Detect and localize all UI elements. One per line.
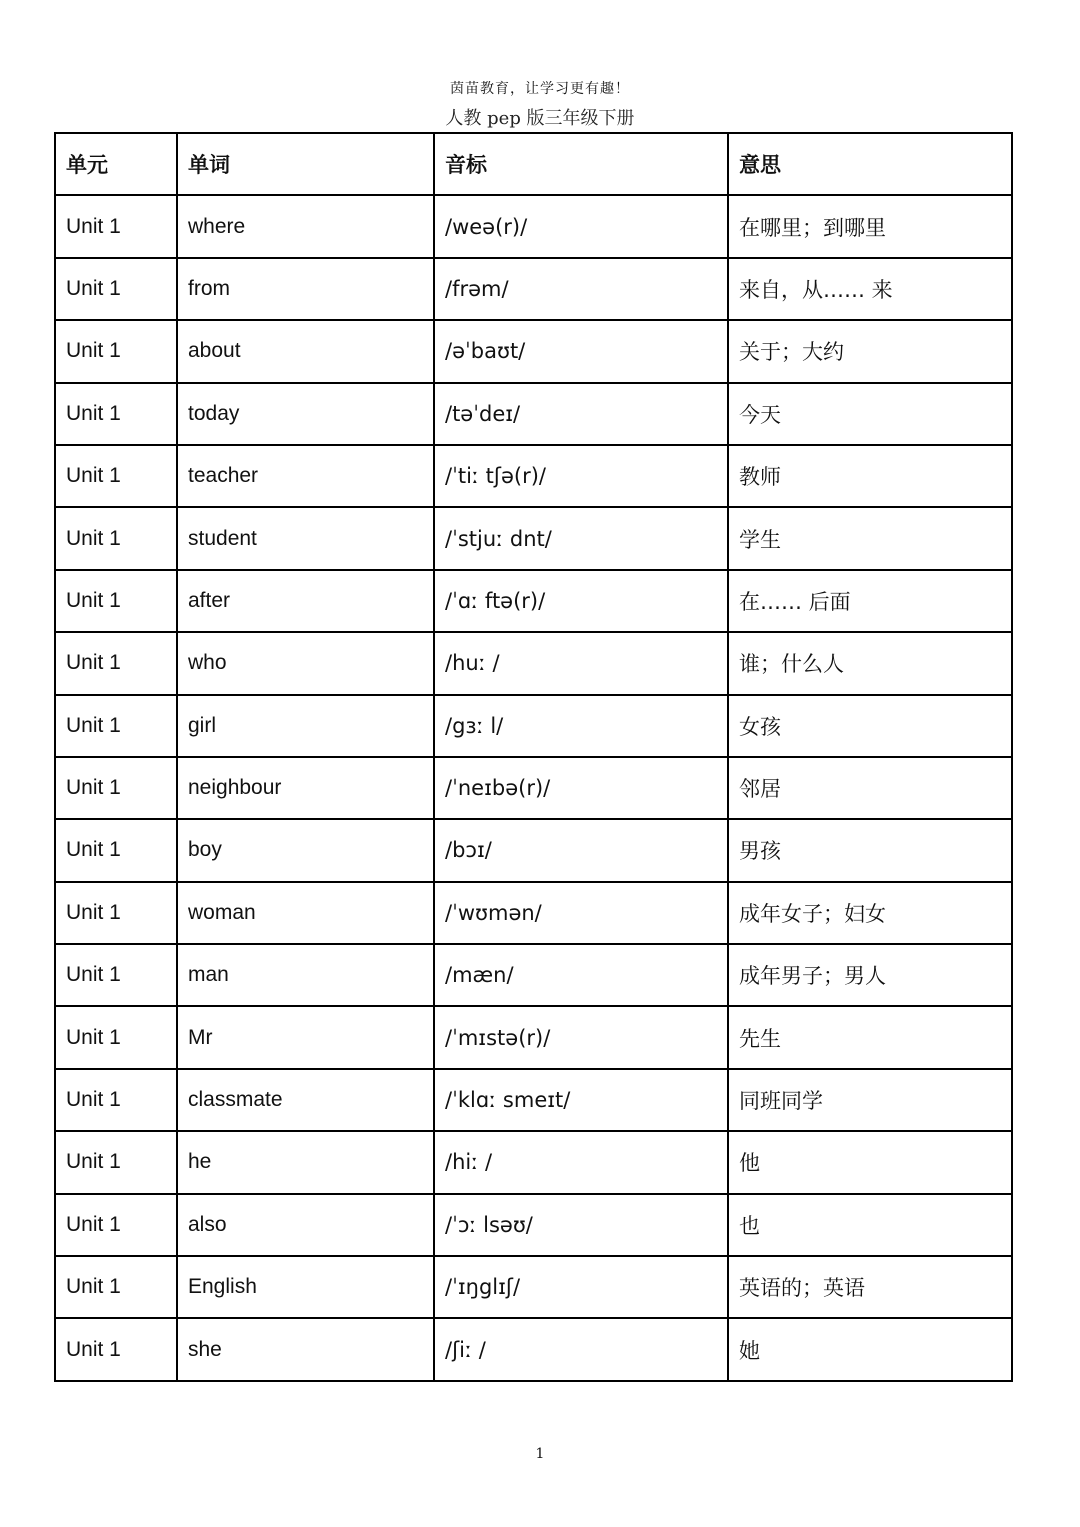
- table-row: [55, 757, 1012, 819]
- cell-meaning: 在…… 后面: [728, 570, 1012, 632]
- cell-unit: Unit 1: [55, 1006, 177, 1068]
- cell-ipa: /gɜː l/: [434, 695, 728, 757]
- document-subtitle: 人教 pep 版三年级下册: [445, 108, 635, 129]
- cell-meaning: 先生: [728, 1006, 1012, 1068]
- cell-meaning: 男孩: [728, 819, 1012, 881]
- cell-word: neighbour: [177, 757, 434, 819]
- cell-unit: Unit 1: [55, 445, 177, 507]
- cell-meaning: 她: [728, 1318, 1012, 1380]
- cell-unit: Unit 1: [55, 570, 177, 632]
- cell-meaning: 教师: [728, 445, 1012, 507]
- cell-word: boy: [177, 819, 434, 881]
- column-header-ipa: 音标: [434, 133, 728, 195]
- cell-word: student: [177, 507, 434, 569]
- cell-unit: Unit 1: [55, 507, 177, 569]
- cell-ipa: /hiː /: [434, 1131, 728, 1193]
- table-row: [55, 195, 1012, 257]
- cell-unit: Unit 1: [55, 1318, 177, 1380]
- table-row: [55, 882, 1012, 944]
- cell-meaning: 来自，从…… 来: [728, 258, 1012, 320]
- cell-word: man: [177, 944, 434, 1006]
- table-row: [55, 1194, 1012, 1256]
- table-row: [55, 1131, 1012, 1193]
- cell-ipa: /ˈklɑː smeɪt/: [434, 1069, 728, 1131]
- cell-word: Mr: [177, 1006, 434, 1068]
- cell-ipa: /bɔɪ/: [434, 819, 728, 881]
- cell-unit: Unit 1: [55, 1131, 177, 1193]
- cell-word: he: [177, 1131, 434, 1193]
- cell-ipa: /ˈɔː lsəʊ/: [434, 1194, 728, 1256]
- table-row: [55, 320, 1012, 382]
- cell-unit: Unit 1: [55, 944, 177, 1006]
- column-header-word: 单词: [177, 133, 434, 195]
- table-row: [55, 944, 1012, 1006]
- cell-unit: Unit 1: [55, 1256, 177, 1318]
- cell-ipa: /ˈneɪbə(r)/: [434, 757, 728, 819]
- table-row: [55, 695, 1012, 757]
- cell-meaning: 今天: [728, 383, 1012, 445]
- cell-ipa: /ˈɑː ftə(r)/: [434, 570, 728, 632]
- cell-meaning: 女孩: [728, 695, 1012, 757]
- cell-word: girl: [177, 695, 434, 757]
- column-header-unit: 单元: [55, 133, 177, 195]
- cell-word: where: [177, 195, 434, 257]
- cell-unit: Unit 1: [55, 819, 177, 881]
- cell-word: after: [177, 570, 434, 632]
- cell-ipa: /əˈbaʊt/: [434, 320, 728, 382]
- cell-unit: Unit 1: [55, 757, 177, 819]
- cell-unit: Unit 1: [55, 1069, 177, 1131]
- cell-unit: Unit 1: [55, 195, 177, 257]
- table-row: [55, 632, 1012, 694]
- header-slogan: 茵苗教育，让学习更有趣！: [450, 81, 630, 97]
- cell-unit: Unit 1: [55, 1194, 177, 1256]
- cell-meaning: 成年女子；妇女: [728, 882, 1012, 944]
- table-body: [55, 195, 1012, 1380]
- cell-unit: Unit 1: [55, 258, 177, 320]
- cell-unit: Unit 1: [55, 882, 177, 944]
- cell-word: about: [177, 320, 434, 382]
- cell-meaning: 同班同学: [728, 1069, 1012, 1131]
- table-row: [55, 507, 1012, 569]
- table-row: [55, 1256, 1012, 1318]
- table-row: [55, 383, 1012, 445]
- table-row: [55, 1069, 1012, 1131]
- cell-meaning: 在哪里；到哪里: [728, 195, 1012, 257]
- cell-ipa: /frəm/: [434, 258, 728, 320]
- table-row: [55, 819, 1012, 881]
- cell-word: also: [177, 1194, 434, 1256]
- cell-unit: Unit 1: [55, 632, 177, 694]
- cell-meaning: 他: [728, 1131, 1012, 1193]
- cell-meaning: 也: [728, 1194, 1012, 1256]
- cell-meaning: 谁；什么人: [728, 632, 1012, 694]
- table-row: [55, 258, 1012, 320]
- cell-meaning: 邻居: [728, 757, 1012, 819]
- cell-meaning: 成年男子；男人: [728, 944, 1012, 1006]
- cell-ipa: /weə(r)/: [434, 195, 728, 257]
- cell-unit: Unit 1: [55, 383, 177, 445]
- vocabulary-table: [54, 132, 1013, 1382]
- cell-ipa: /huː /: [434, 632, 728, 694]
- table-header-row: [55, 133, 1012, 195]
- cell-ipa: /təˈdeɪ/: [434, 383, 728, 445]
- cell-meaning: 学生: [728, 507, 1012, 569]
- cell-ipa: /mæn/: [434, 944, 728, 1006]
- cell-meaning: 关于；大约: [728, 320, 1012, 382]
- cell-word: from: [177, 258, 434, 320]
- cell-ipa: /ˈstjuː dnt/: [434, 507, 728, 569]
- cell-word: classmate: [177, 1069, 434, 1131]
- table-row: [55, 1318, 1012, 1380]
- cell-ipa: /ʃiː /: [434, 1318, 728, 1380]
- cell-ipa: /ˈwʊmən/: [434, 882, 728, 944]
- cell-word: today: [177, 383, 434, 445]
- cell-meaning: 英语的；英语: [728, 1256, 1012, 1318]
- column-header-meaning: 意思: [728, 133, 1012, 195]
- cell-ipa: /ˈmɪstə(r)/: [434, 1006, 728, 1068]
- cell-unit: Unit 1: [55, 695, 177, 757]
- page-number: 1: [535, 1446, 545, 1462]
- table-row: [55, 570, 1012, 632]
- table-row: [55, 1006, 1012, 1068]
- cell-word: who: [177, 632, 434, 694]
- cell-word: woman: [177, 882, 434, 944]
- table-row: [55, 445, 1012, 507]
- cell-word: teacher: [177, 445, 434, 507]
- cell-unit: Unit 1: [55, 320, 177, 382]
- cell-word: English: [177, 1256, 434, 1318]
- cell-ipa: /ˈɪŋglɪʃ/: [434, 1256, 728, 1318]
- cell-ipa: /ˈtiː tʃə(r)/: [434, 445, 728, 507]
- cell-word: she: [177, 1318, 434, 1380]
